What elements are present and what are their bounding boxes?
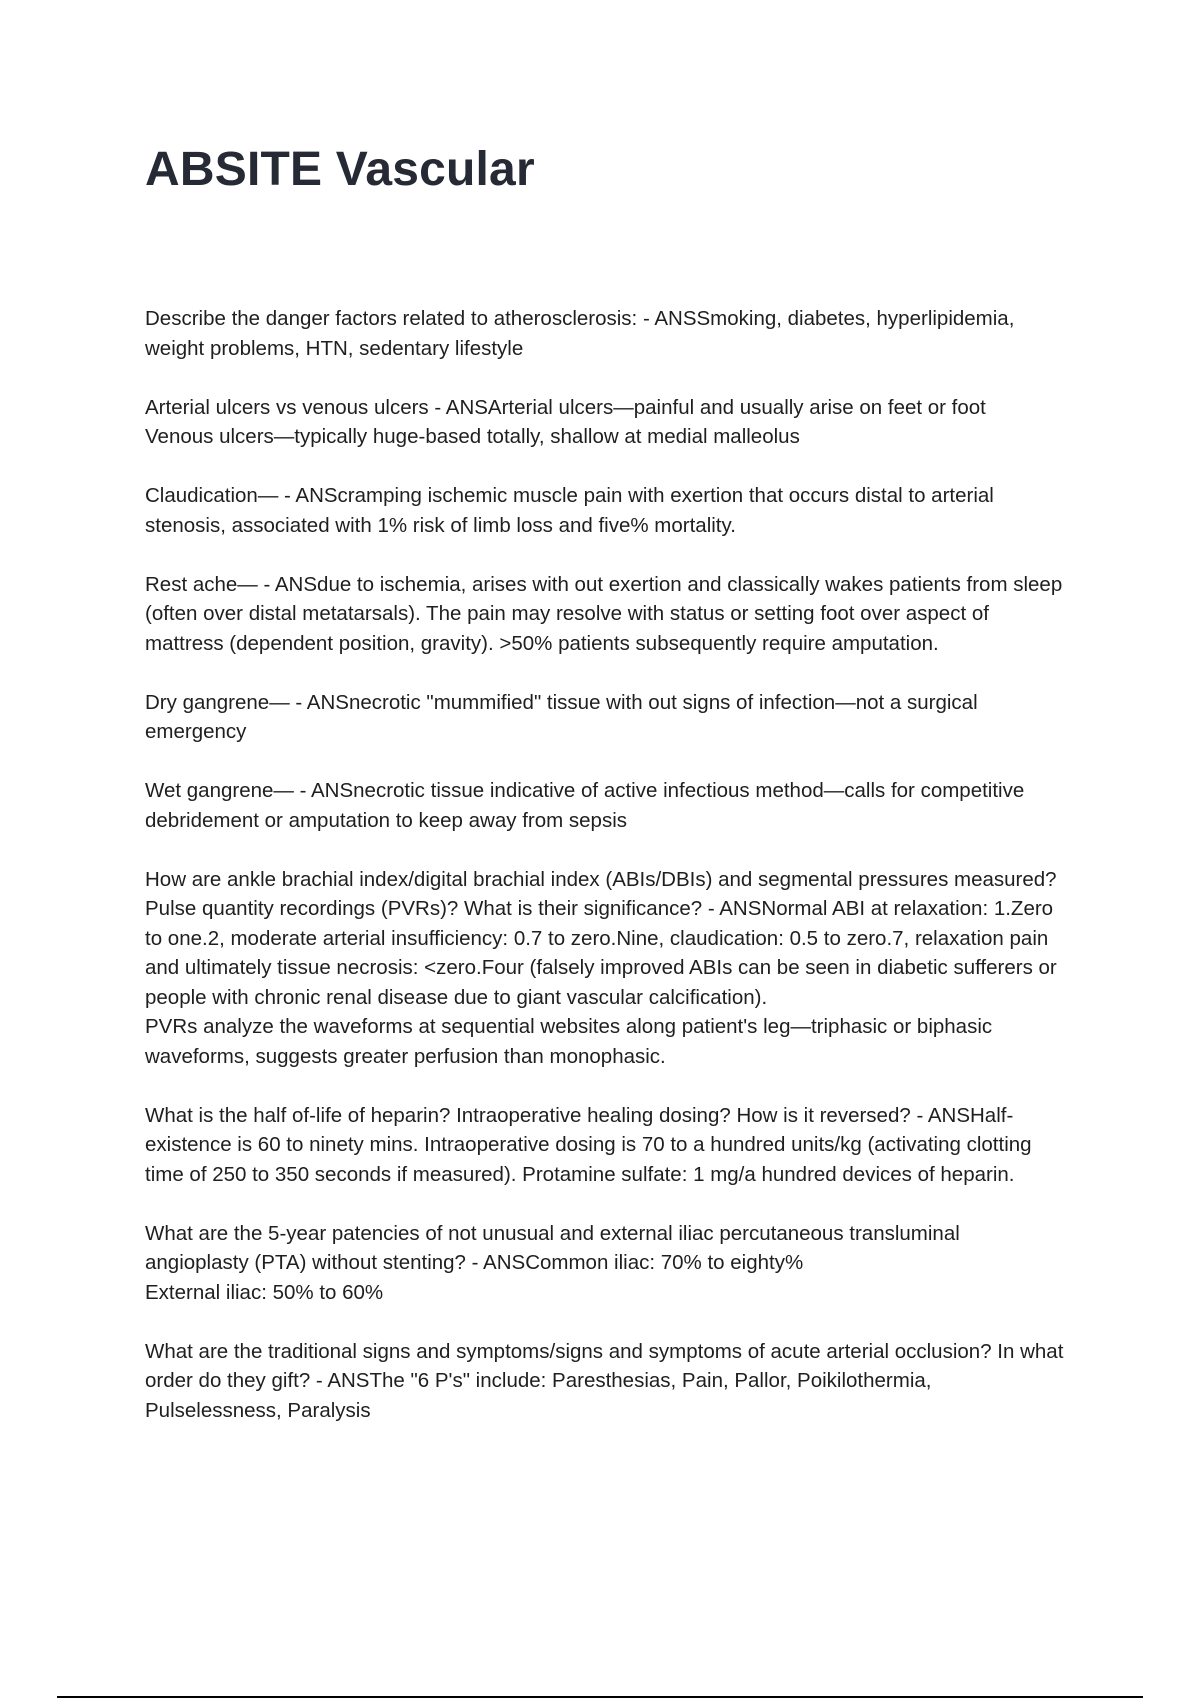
footer-divider [57,1696,1143,1698]
qa-item-claudication [145,481,1065,540]
qa-item-six-ps [145,1337,1065,1426]
qa-item-heparin [145,1101,1065,1190]
qa-text: Venous ulcers—typically huge-based totally, shallow at medial malleolus [145,425,800,448]
qa-text: What is the half of-life of heparin? Intraoperative healing dosing? How is it reversed? - ANSHalf-existence is 60 to ninety mins. Intraoperative dosing is 70 to a hundred units/kg (activating clotting time of 250 to 350 seconds if measured). Protamine sulfate: 1 mg/a hundred devices of heparin. [145,1103,1032,1186]
qa-item-abi [145,865,1065,1072]
page-title: ABSITE Vascular [145,143,535,196]
qa-text: What are the traditional signs and symptoms/signs and symptoms of acute arterial occlusion? In what order do they gift? - ANSThe "6 P's" include: Paresthesias, Pain, Pallor, Poikilothermia, Pulselessness, Paralysis [145,1339,1064,1422]
qa-item-iliac-pta [145,1219,1065,1308]
qa-item-risk-factors [145,304,1065,363]
qa-item-rest-pain [145,570,1065,659]
qa-text: Wet gangrene— - ANSnecrotic tissue indicative of active infectious method—calls for competitive debridement or amputation to keep away from sepsis [145,779,1025,832]
qa-text: Claudication— - ANScramping ischemic muscle pain with exertion that occurs distal to arterial stenosis, associated with 1% risk of limb loss and five% mortality. [145,484,994,537]
qa-text: Rest ache— - ANSdue to ischemia, arises with out exertion and classically wakes patients from sleep (often over distal metatarsals). The pain may resolve with status or setting foot over aspect of mattress (dependent position, gravity). >50% patients subsequently require amputation. [145,572,1063,655]
qa-text: Arterial ulcers vs venous ulcers - ANSArterial ulcers—painful and usually arise on feet or foot [145,395,986,419]
qa-item-wet-gangrene [145,776,1065,835]
qa-text: What are the 5-year patencies of not unusual and external iliac percutaneous transluminal angioplasty (PTA) without stenting? - ANSCommon iliac: 70% to eighty% [145,1221,960,1274]
qa-text: External iliac: 50% to 60% [145,1280,384,1304]
qa-text: Dry gangrene— - ANSnecrotic "mummified" tissue with out signs of infection—not a surgical emergency [145,690,978,743]
qa-text: How are ankle brachial index/digital brachial index (ABIs/DBIs) and segmental pressures measured? Pulse quantity recordings (PVRs)? What is their significance? - ANSNormal ABI at relaxation: 1.Zero to one.2, moderate arterial insufficiency: 0.7 to zero.Nine, claudication: 0.5 to zero.7, relaxation pain and ultimately tissue necrosis: <zero.Four (falsely improved ABIs can be seen in diabetic sufferers or people with chronic renal disease due to giant vascular calcification). [145,867,1057,1009]
qa-item-ulcers [145,393,1065,452]
qa-list [145,304,1065,1455]
qa-item-dry-gangrene [145,688,1065,747]
qa-text: Describe the danger factors related to atherosclerosis: - ANSSmoking, diabetes, hyperlipidemia, weight problems, HTN, sedentary lifestyle [145,307,1015,360]
qa-text: PVRs analyze the waveforms at sequential websites along patient's leg—triphasic or biphasic waveforms, suggests greater perfusion than monophasic. [145,1015,993,1068]
